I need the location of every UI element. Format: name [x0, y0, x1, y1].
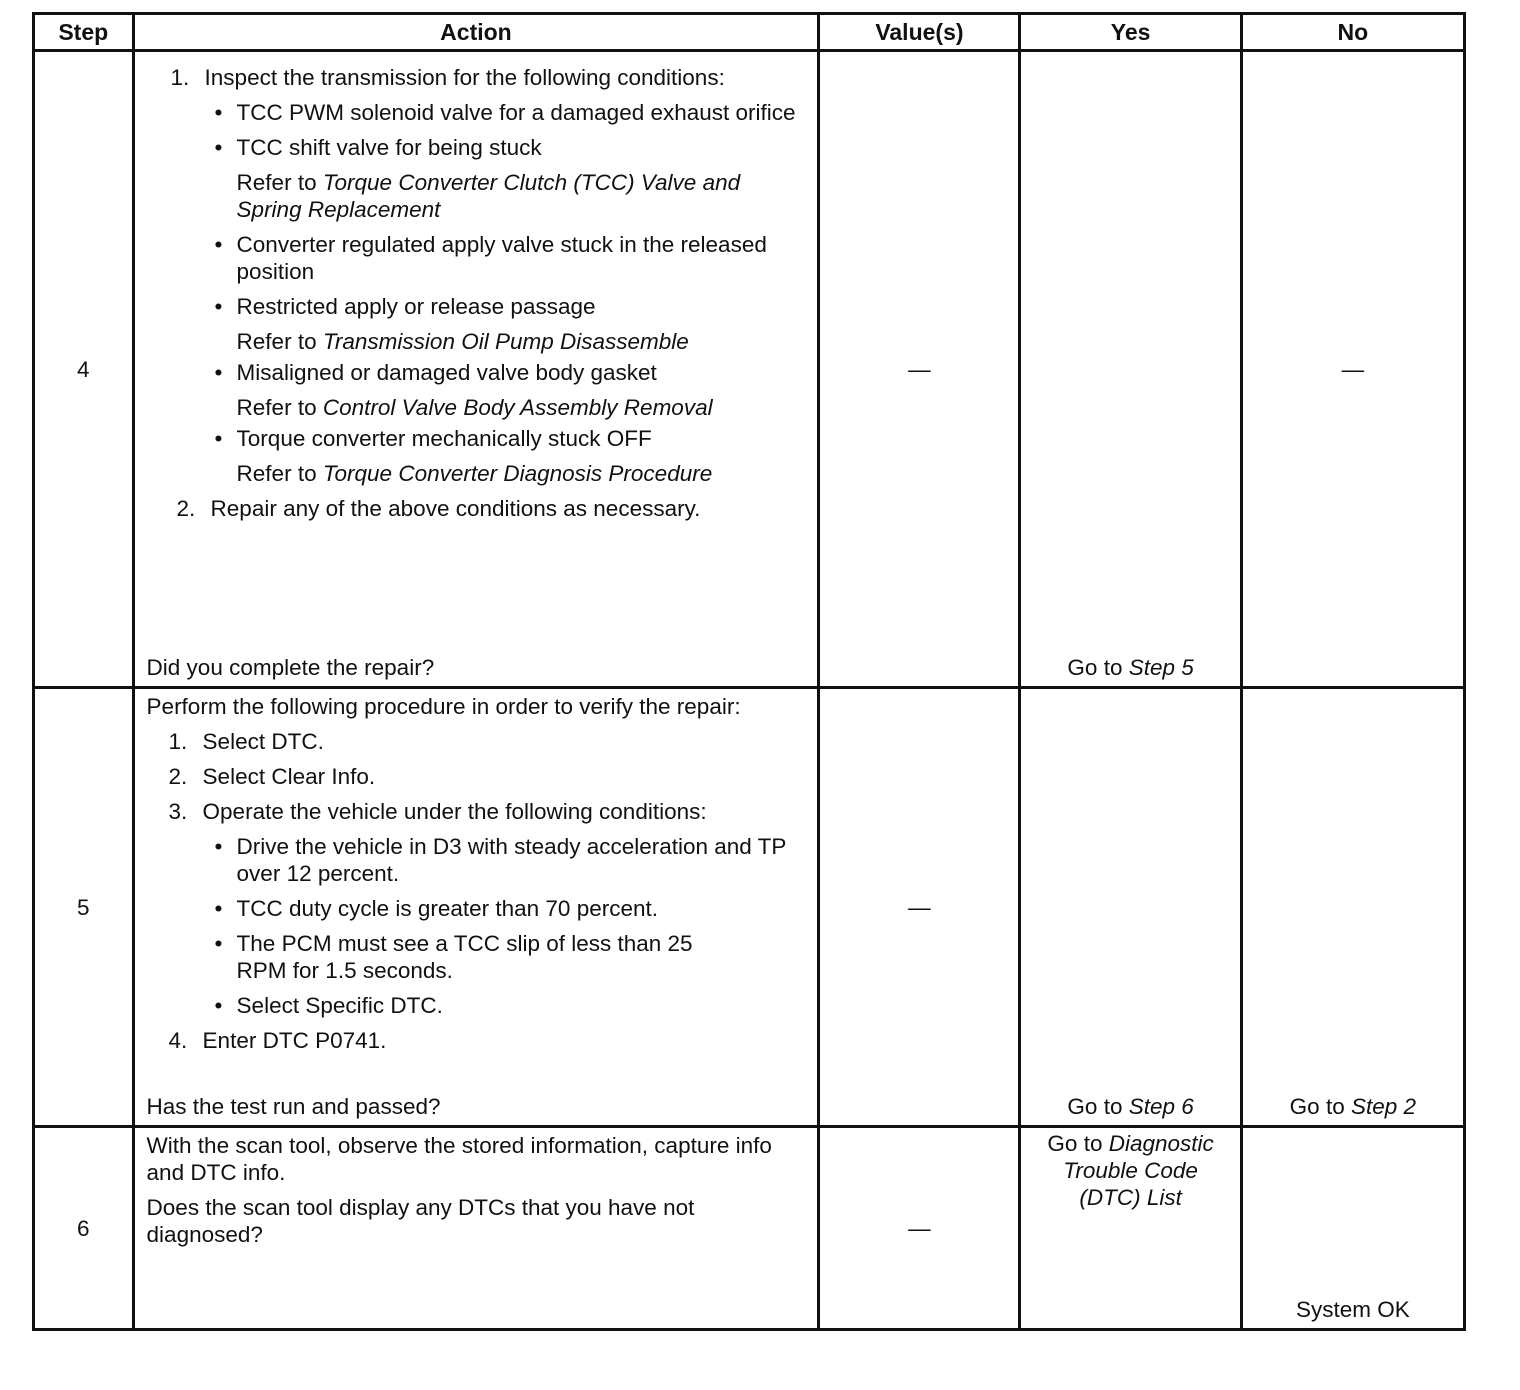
step-number: 4: [34, 51, 134, 688]
bullet-item: Torque converter mechanically stuck OFF: [236, 426, 652, 451]
reference-note: Refer to Transmission Oil Pump Disassemble: [236, 329, 689, 354]
bullet-item: Drive the vehicle in D3 with steady acceleration and TP over 12 percent.: [236, 834, 787, 886]
step-link[interactable]: Step 6: [1128, 1094, 1194, 1119]
action-item: Select Clear Info.: [202, 764, 376, 789]
no-result: Go to Step 2: [1289, 1094, 1417, 1119]
bullet-item: Restricted apply or release passage: [236, 294, 596, 319]
action-question: Has the test run and passed?: [146, 1094, 441, 1119]
yes-result-prefix: Go to: [1047, 1131, 1109, 1156]
reference-note: Refer to Control Valve Body Assembly Removal: [236, 395, 713, 420]
item-number: 2.: [168, 764, 188, 789]
table-row-step-5: [34, 688, 1465, 1127]
diagnostic-table: [32, 12, 1466, 1331]
reference-link[interactable]: Transmission Oil Pump Disassemble: [322, 329, 689, 354]
bullet-item: The PCM must see a TCC slip of less than 25 RPM for 1.5 seconds.: [236, 931, 693, 983]
action-question: Did you complete the repair?: [146, 655, 435, 680]
bullet-item: Select Specific DTC.: [236, 993, 443, 1018]
value-cell: —: [819, 1127, 1020, 1330]
reference-note: Refer to Torque Converter Diagnosis Procedure: [236, 461, 713, 486]
no-cell: [1241, 688, 1464, 1127]
no-result: System OK: [1295, 1297, 1410, 1322]
bullet-item: TCC shift valve for being stuck: [236, 135, 542, 160]
reference-link[interactable]: Torque Converter Diagnosis Procedure: [322, 461, 713, 486]
table-header-row: [34, 14, 1465, 51]
header-values: Value(s): [819, 14, 1020, 51]
item-number: 4.: [168, 1028, 188, 1053]
bullet-item: Converter regulated apply valve stuck in the released position: [236, 232, 767, 284]
step-number: 6: [34, 1127, 134, 1330]
action-item: Select DTC.: [202, 729, 324, 754]
header-action: Action: [133, 14, 819, 51]
action-question: Does the scan tool display any DTCs that you have not diagnosed?: [146, 1195, 695, 1247]
reference-link[interactable]: Control Valve Body Assembly Removal: [322, 395, 713, 420]
step-link[interactable]: Step 5: [1128, 655, 1194, 680]
item-number: 3.: [168, 799, 188, 824]
action-cell: [133, 1127, 819, 1330]
step-link[interactable]: Step 2: [1350, 1094, 1417, 1119]
action-item: Inspect the transmission for the following conditions:: [204, 65, 725, 90]
bullet-item: TCC duty cycle is greater than 70 percent.: [236, 896, 658, 921]
action-item: Operate the vehicle under the following conditions:: [202, 799, 707, 824]
bullet-item: TCC PWM solenoid valve for a damaged exhaust orifice: [236, 100, 796, 125]
bullet-item: Misaligned or damaged valve body gasket: [236, 360, 657, 385]
yes-result: Go to Step 6: [1067, 1094, 1194, 1119]
dtc-list-link[interactable]: Diagnostic Trouble Code (DTC) List: [1063, 1131, 1214, 1210]
table-row-step-6: [34, 1127, 1465, 1330]
step-number: 5: [34, 688, 134, 1127]
header-no: No: [1241, 14, 1464, 51]
yes-cell: [1020, 688, 1241, 1127]
action-cell: Perform the following procedure in order to verify the repair: 1. Select DTC. 2. Select Clear Info. 3. Operate the vehicle under the following conditions: • Drive the vehicle in D3 with steady acceleration and TP over 12 percent. • TCC duty cycle is greater than 70 percent. • The PCM must see a TCC slip of less than 25 RPM for 1.5 seconds. • Select Specific DTC. 4. Enter DTC P0741. Has the test run and passed?: [133, 688, 819, 1127]
yes-result: Go to Step 5: [1067, 655, 1194, 680]
item-number: 1.: [168, 729, 188, 754]
yes-cell: [1020, 51, 1241, 688]
value-cell: —: [819, 688, 1020, 1127]
action-intro: Perform the following procedure in order to verify the repair:: [146, 694, 741, 719]
value-cell: —: [819, 51, 1020, 688]
reference-note: Refer to Torque Converter Clutch (TCC) Valve and Spring Replacement: [236, 170, 741, 222]
diagnostic-table-container: [32, 12, 1466, 1331]
reference-link[interactable]: Torque Converter Clutch (TCC) Valve and Spring Replacement: [236, 170, 741, 222]
no-cell: —: [1241, 51, 1464, 688]
table-row-step-4: [34, 51, 1465, 688]
action-paragraph: With the scan tool, observe the stored information, capture info and DTC info.: [146, 1133, 772, 1185]
yes-cell: [1020, 1127, 1241, 1330]
action-item: Repair any of the above conditions as necessary.: [210, 496, 701, 521]
header-yes: Yes: [1020, 14, 1241, 51]
no-cell: [1241, 1127, 1464, 1330]
header-step: Step: [34, 14, 134, 51]
item-number: 1.: [170, 65, 190, 90]
action-cell: 1. Inspect the transmission for the following conditions: • TCC PWM solenoid valve for a damaged exhaust orifice • TCC shift valve for being stuck Refer to Torque Converter Clutch (TCC) Valve and Spring Replacement • Converter regulated apply valve stuck in the released position • Restricted apply or release passage Refer to Transmission Oil Pump Disassemble • Misaligned or damaged valve body gasket Refer to Control Valve Body Assembly Removal • Torque converter mechanically stuck OFF Refer to Torque Converter Diagnosis Procedure 2. Repair any of the above conditions as necessary. Did you complete the repair?: [133, 51, 819, 688]
item-number: 2.: [176, 496, 196, 521]
action-item: Enter DTC P0741.: [202, 1028, 387, 1053]
